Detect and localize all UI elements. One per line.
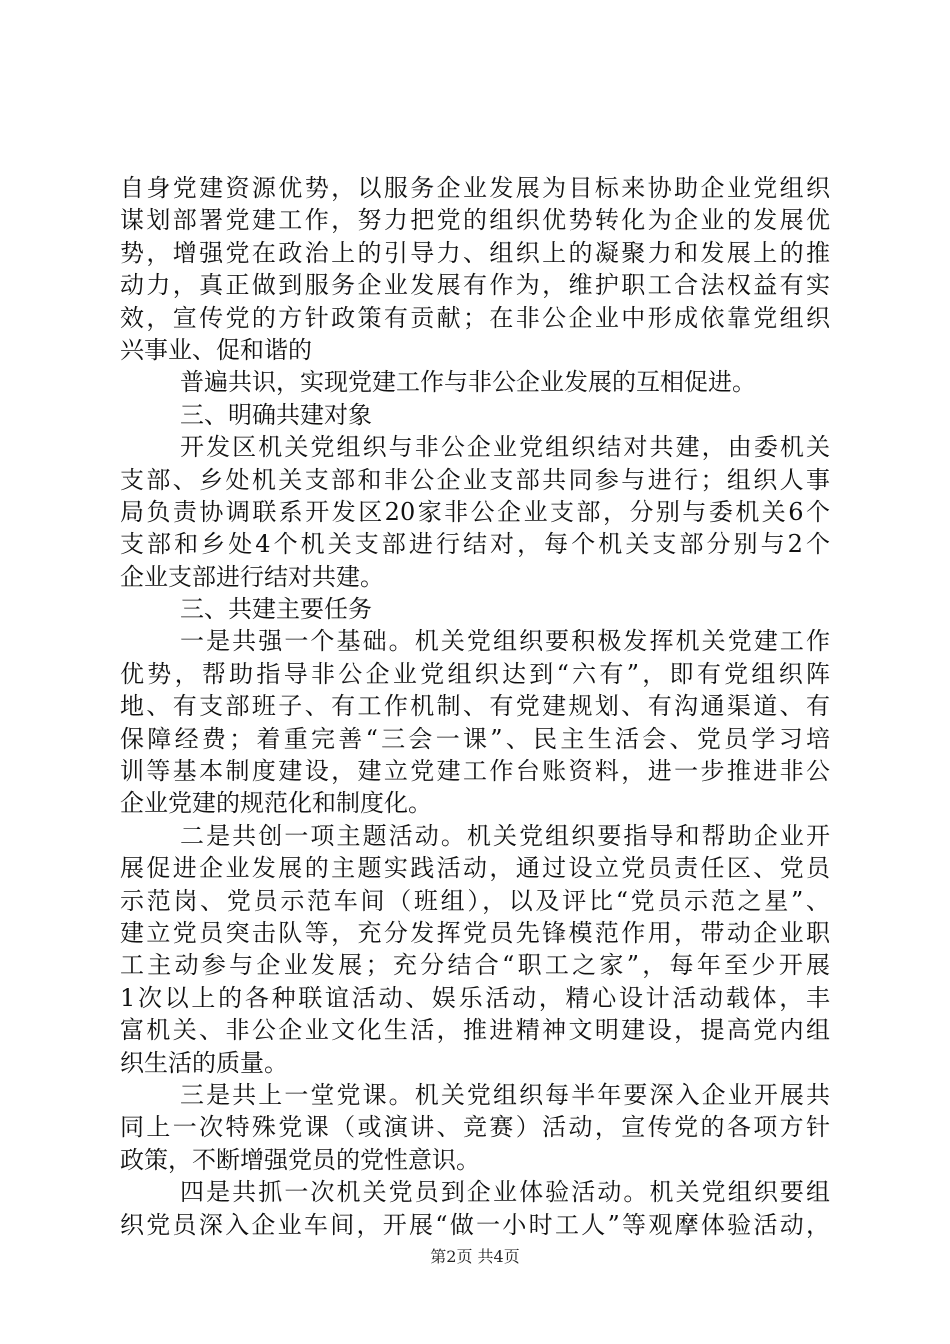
document-body — [120, 172, 830, 1241]
text-line: 织党员深入企业车间，开展“做一小时工人”等观摩体验活动， — [120, 1210, 830, 1239]
text-line: 一是共强一个基础。机关党组织要积极发挥机关党建工作 — [180, 627, 830, 656]
text-line: 企业支部进行结对共建。 — [120, 562, 384, 591]
text-line: 训等基本制度建设，建立党建工作台账资料，进一步推进非公 — [120, 757, 830, 786]
text-line: 谋划部署党建工作，努力把党的组织优势转化为企业的发展优 — [120, 206, 830, 235]
text-line: 企业党建的规范化和制度化。 — [120, 789, 432, 818]
text-line: 支部和乡处4个机关支部进行结对，每个机关支部分别与2个 — [120, 530, 830, 559]
text-line: 富机关、非公企业文化生活，推进精神文明建设，提高党内组 — [120, 1016, 830, 1045]
text-line: 二是共创一项主题活动。机关党组织要指导和帮助企业开 — [180, 821, 830, 850]
text-line: 工主动参与企业发展；充分结合“职工之家”，每年至少开展 — [120, 951, 830, 980]
text-line: 支部、乡处机关支部和非公企业支部共同参与进行；组织人事 — [120, 465, 830, 494]
text-line: 自身党建资源优势，以服务企业发展为目标来协助企业党组织 — [120, 174, 830, 202]
text-line: 展促进企业发展的主题实践活动，通过设立党员责任区、党员 — [120, 854, 830, 883]
text-line: 同上一次特殊党课（或演讲、竞赛）活动，宣传党的各项方针 — [120, 1113, 830, 1142]
text-line: 1次以上的各种联谊活动、娱乐活动，精心设计活动载体，丰 — [120, 983, 830, 1012]
section-heading: 三、共建主要任务 — [180, 595, 372, 624]
text-line: 三是共上一堂党课。机关党组织每半年要深入企业开展共 — [180, 1080, 830, 1109]
text-line: 势，增强党在政治上的引导力、组织上的凝聚力和发展上的推 — [120, 238, 830, 267]
text-line: 局负责协调联系开发区20家非公企业支部，分别与委机关6个 — [120, 497, 830, 526]
text-line: 普遍共识，实现党建工作与非公企业发展的互相促进。 — [180, 368, 756, 397]
section-heading: 三、明确共建对象 — [180, 400, 372, 429]
text-line: 织生活的质量。 — [120, 1048, 288, 1077]
text-line: 效，宣传党的方针政策有贡献；在非公企业中形成依靠党组织 — [120, 303, 830, 332]
text-line: 地、有支部班子、有工作机制、有党建规划、有沟通渠道、有 — [120, 692, 830, 721]
text-line: 动力，真正做到服务企业发展有作为，维护职工合法权益有实 — [120, 271, 830, 300]
text-line: 四是共抓一次机关党员到企业体验活动。机关党组织要组 — [180, 1178, 830, 1207]
text-line: 优势，帮助指导非公企业党组织达到“六有”，即有党组织阵 — [120, 659, 830, 688]
text-line: 建立党员突击队等，充分发挥党员先锋模范作用，带动企业职 — [120, 918, 830, 947]
text-line: 开发区机关党组织与非公企业党组织结对共建，由委机关 — [180, 433, 830, 462]
text-line: 示范岗、党员示范车间（班组），以及评比“党员示范之星”、 — [120, 886, 830, 915]
text-line: 政策，不断增强党员的党性意识。 — [120, 1145, 480, 1174]
text-line: 兴事业、促和谐的 — [120, 335, 312, 364]
page-footer: 第2页 共4页 — [430, 1247, 520, 1266]
text-line: 保障经费；着重完善“三会一课”、民主生活会、党员学习培 — [120, 724, 830, 753]
